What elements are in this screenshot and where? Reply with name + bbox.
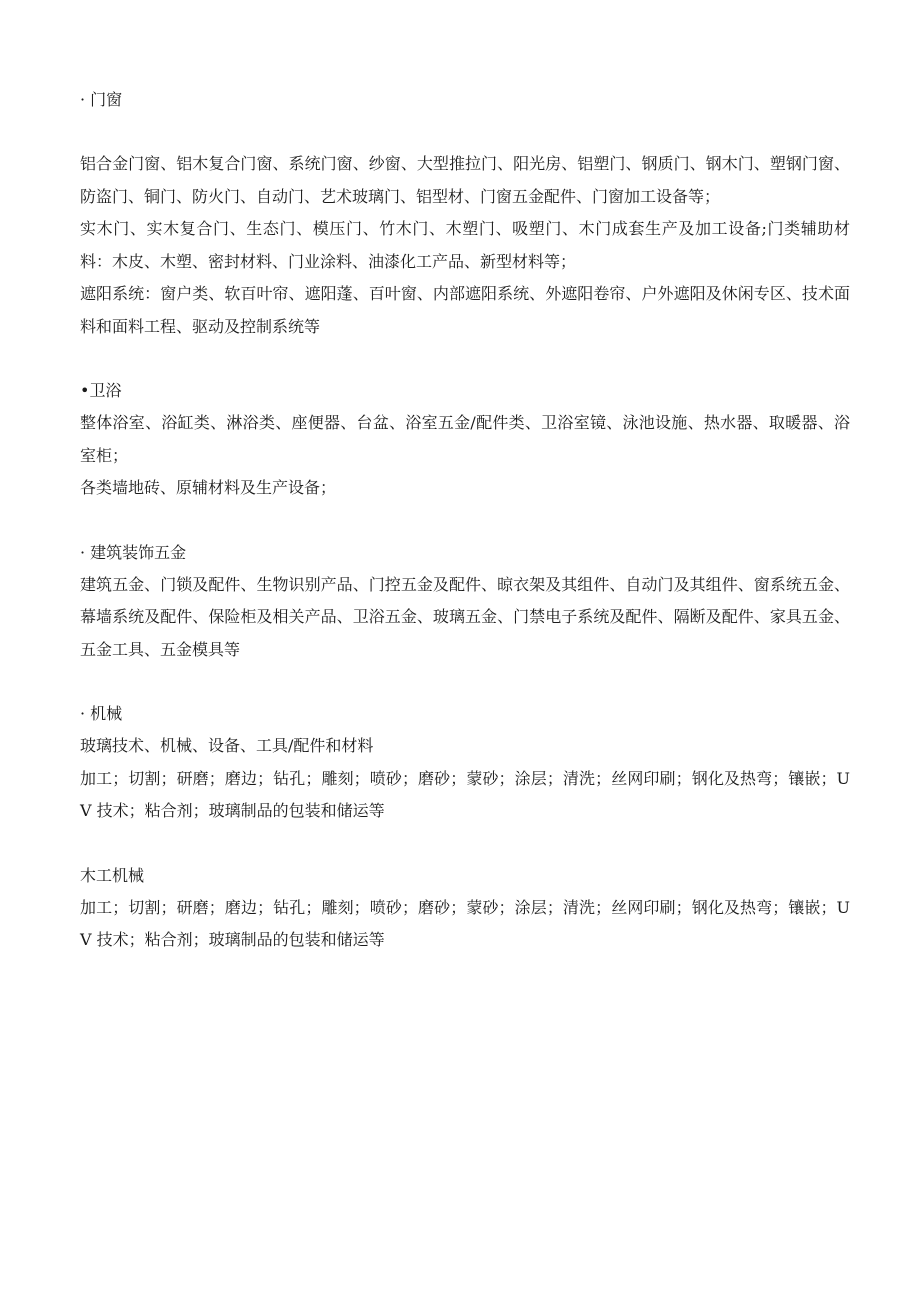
section-paragraph: 实木门、实木复合门、生态门、模压门、竹木门、木塑门、吸塑门、木门成套生产及加工设备;门类辅助材料：木皮、木塑、密封材料、门业涂料、油漆化工产品、新型材料等； xyxy=(80,219,850,271)
section-heading: · 机械 xyxy=(80,704,123,723)
section-doors-windows xyxy=(80,84,850,343)
section-paragraph: 加工；切割；研磨；磨边；钻孔；雕刻；喷砂；磨砂；蒙砂；涂层；清洗；丝网印刷；钢化及热弯；镶嵌；UV 技术；粘合剂；玻璃制品的包装和储运等 xyxy=(80,897,850,949)
section-sanitary xyxy=(80,375,850,505)
document-body xyxy=(80,84,850,957)
section-machinery xyxy=(80,698,850,828)
section-heading: · 门窗 xyxy=(80,90,123,109)
section-heading: 木工机械 xyxy=(80,865,145,885)
section-heading: · 建筑装饰五金 xyxy=(80,542,187,562)
section-heading: •卫浴 xyxy=(80,381,122,400)
section-paragraph: 各类墙地砖、原辅材料及生产设备； xyxy=(80,478,337,497)
section-paragraph: 建筑五金、门锁及配件、生物识别产品、门控五金及配件、晾衣架及其组件、自动门及其组件、窗系统五金、幕墙系统及配件、保险柜及相关产品、卫浴五金、玻璃五金、门禁电子系统及配件、隔断及配件、家具五金、五金工具、五金模具等 xyxy=(80,574,850,659)
section-paragraph: 玻璃技术、机械、设备、工具/配件和材料 xyxy=(80,736,374,755)
section-paragraph: 整体浴室、浴缸类、淋浴类、座便器、台盆、浴室五金/配件类、卫浴室镜、泳池设施、热水器、取暖器、浴室柜； xyxy=(80,413,850,465)
section-paragraph: 加工；切割；研磨；磨边；钻孔；雕刻；喷砂；磨砂；蒙砂；涂层；清洗；丝网印刷；钢化及热弯；镶嵌；UV 技术；粘合剂；玻璃制品的包装和储运等 xyxy=(80,768,850,820)
section-paragraph: 铝合金门窗、铝木复合门窗、系统门窗、纱窗、大型推拉门、阳光房、铝塑门、钢质门、钢木门、塑钢门窗、防盗门、铜门、防火门、自动门、艺术玻璃门、铝型材、门窗五金配件、门窗加工设备等； xyxy=(80,154,850,206)
section-hardware xyxy=(80,537,850,667)
section-woodworking xyxy=(80,860,850,957)
section-paragraph: 遮阳系统：窗户类、软百叶帘、遮阳蓬、百叶窗、内部遮阳系统、外遮阳卷帘、户外遮阳及休闲专区、技术面料和面料工程、驱动及控制系统等 xyxy=(80,284,850,336)
